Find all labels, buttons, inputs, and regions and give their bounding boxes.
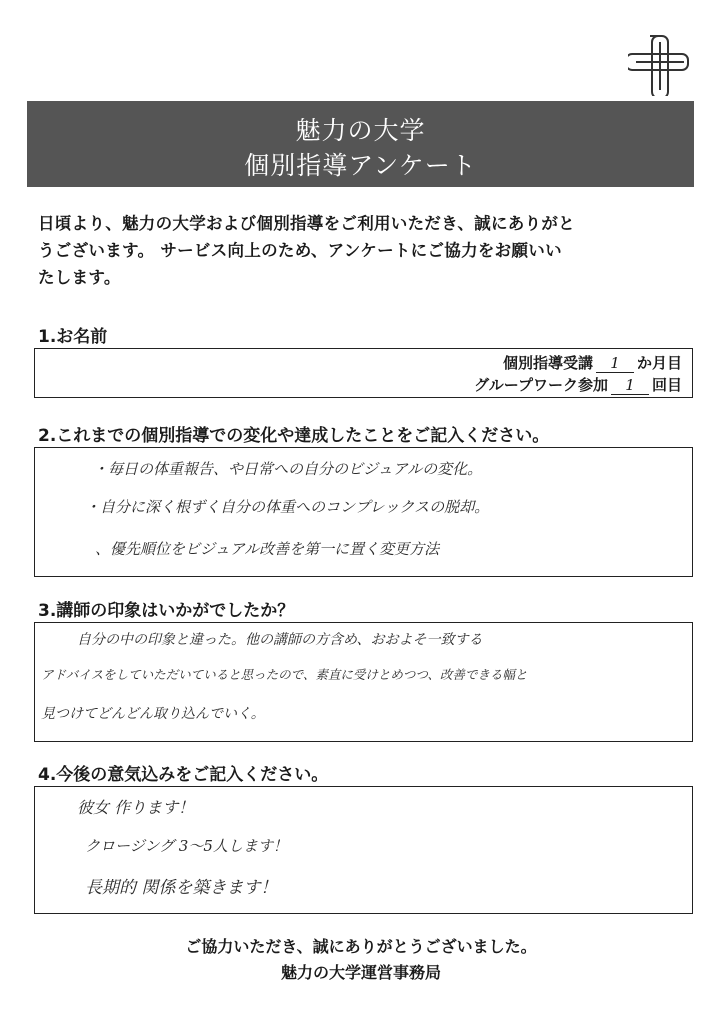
footer-thanks: ご協力いただき、誠にありがとうございました。	[185, 937, 537, 956]
intro-line: たします。	[38, 268, 121, 287]
group-row	[474, 374, 682, 395]
answer-line: 自分の中の印象と違った。他の講師の方含め、おおよそ一致する	[77, 632, 483, 648]
header-title-line1: 魅力の大学	[295, 116, 426, 145]
section2-heading: 2.これまでの個別指導での変化や達成したことをご記入ください。	[38, 426, 550, 446]
header-title-line2: 個別指導アンケート	[244, 151, 477, 180]
sessions-unit: か月目	[636, 354, 682, 372]
group-value: 1	[611, 376, 649, 395]
motivation-answer-box[interactable]	[34, 786, 693, 914]
name-box[interactable]	[34, 348, 693, 398]
intro-line: うございます。 サービス向上のため、アンケートにご協力をお願いい	[38, 241, 562, 260]
group-label: グループワーク参加	[474, 376, 608, 394]
survey-header	[27, 101, 694, 187]
answer-line: 長期的 関係を築きます！	[85, 878, 278, 898]
group-unit: 回目	[651, 376, 682, 394]
answer-line: ・自分に深く根ずく自分の体重へのコンプレックスの脱却。	[85, 498, 490, 516]
section1-heading: 1.お名前	[38, 327, 108, 347]
answer-line: アドバイスをしていただいていると思ったので、素直に受けとめつつ、改善できる幅と	[41, 667, 528, 682]
footer-office: 魅力の大学運営事務局	[280, 963, 441, 982]
sessions-value: 1	[596, 354, 634, 373]
impression-answer-box[interactable]	[34, 622, 693, 742]
answer-line: クロージング 3〜5人します！	[85, 837, 288, 855]
cross-logo-icon	[628, 32, 692, 96]
answer-line: 、優先順位をビジュアル改善を第一に置く変更方法	[95, 540, 440, 558]
sessions-row	[503, 352, 682, 373]
intro-text	[38, 210, 688, 291]
section3-heading: 3.講師の印象はいかがでしたか？	[38, 601, 295, 621]
answer-line: ・毎日の体重報告、や日常への自分のビジュアルの変化。	[93, 460, 483, 478]
changes-answer-box[interactable]	[34, 447, 693, 577]
intro-line: 日頃より、魅力の大学および個別指導をご利用いただき、誠にありがと	[38, 214, 575, 233]
answer-line: 見つけてどんどん取り込んでいく。	[41, 706, 265, 722]
sessions-label: 個別指導受講	[502, 354, 593, 372]
answer-line: 彼女 作ります！	[77, 798, 195, 817]
section4-heading: 4.今後の意気込みをご記入ください。	[38, 765, 329, 785]
